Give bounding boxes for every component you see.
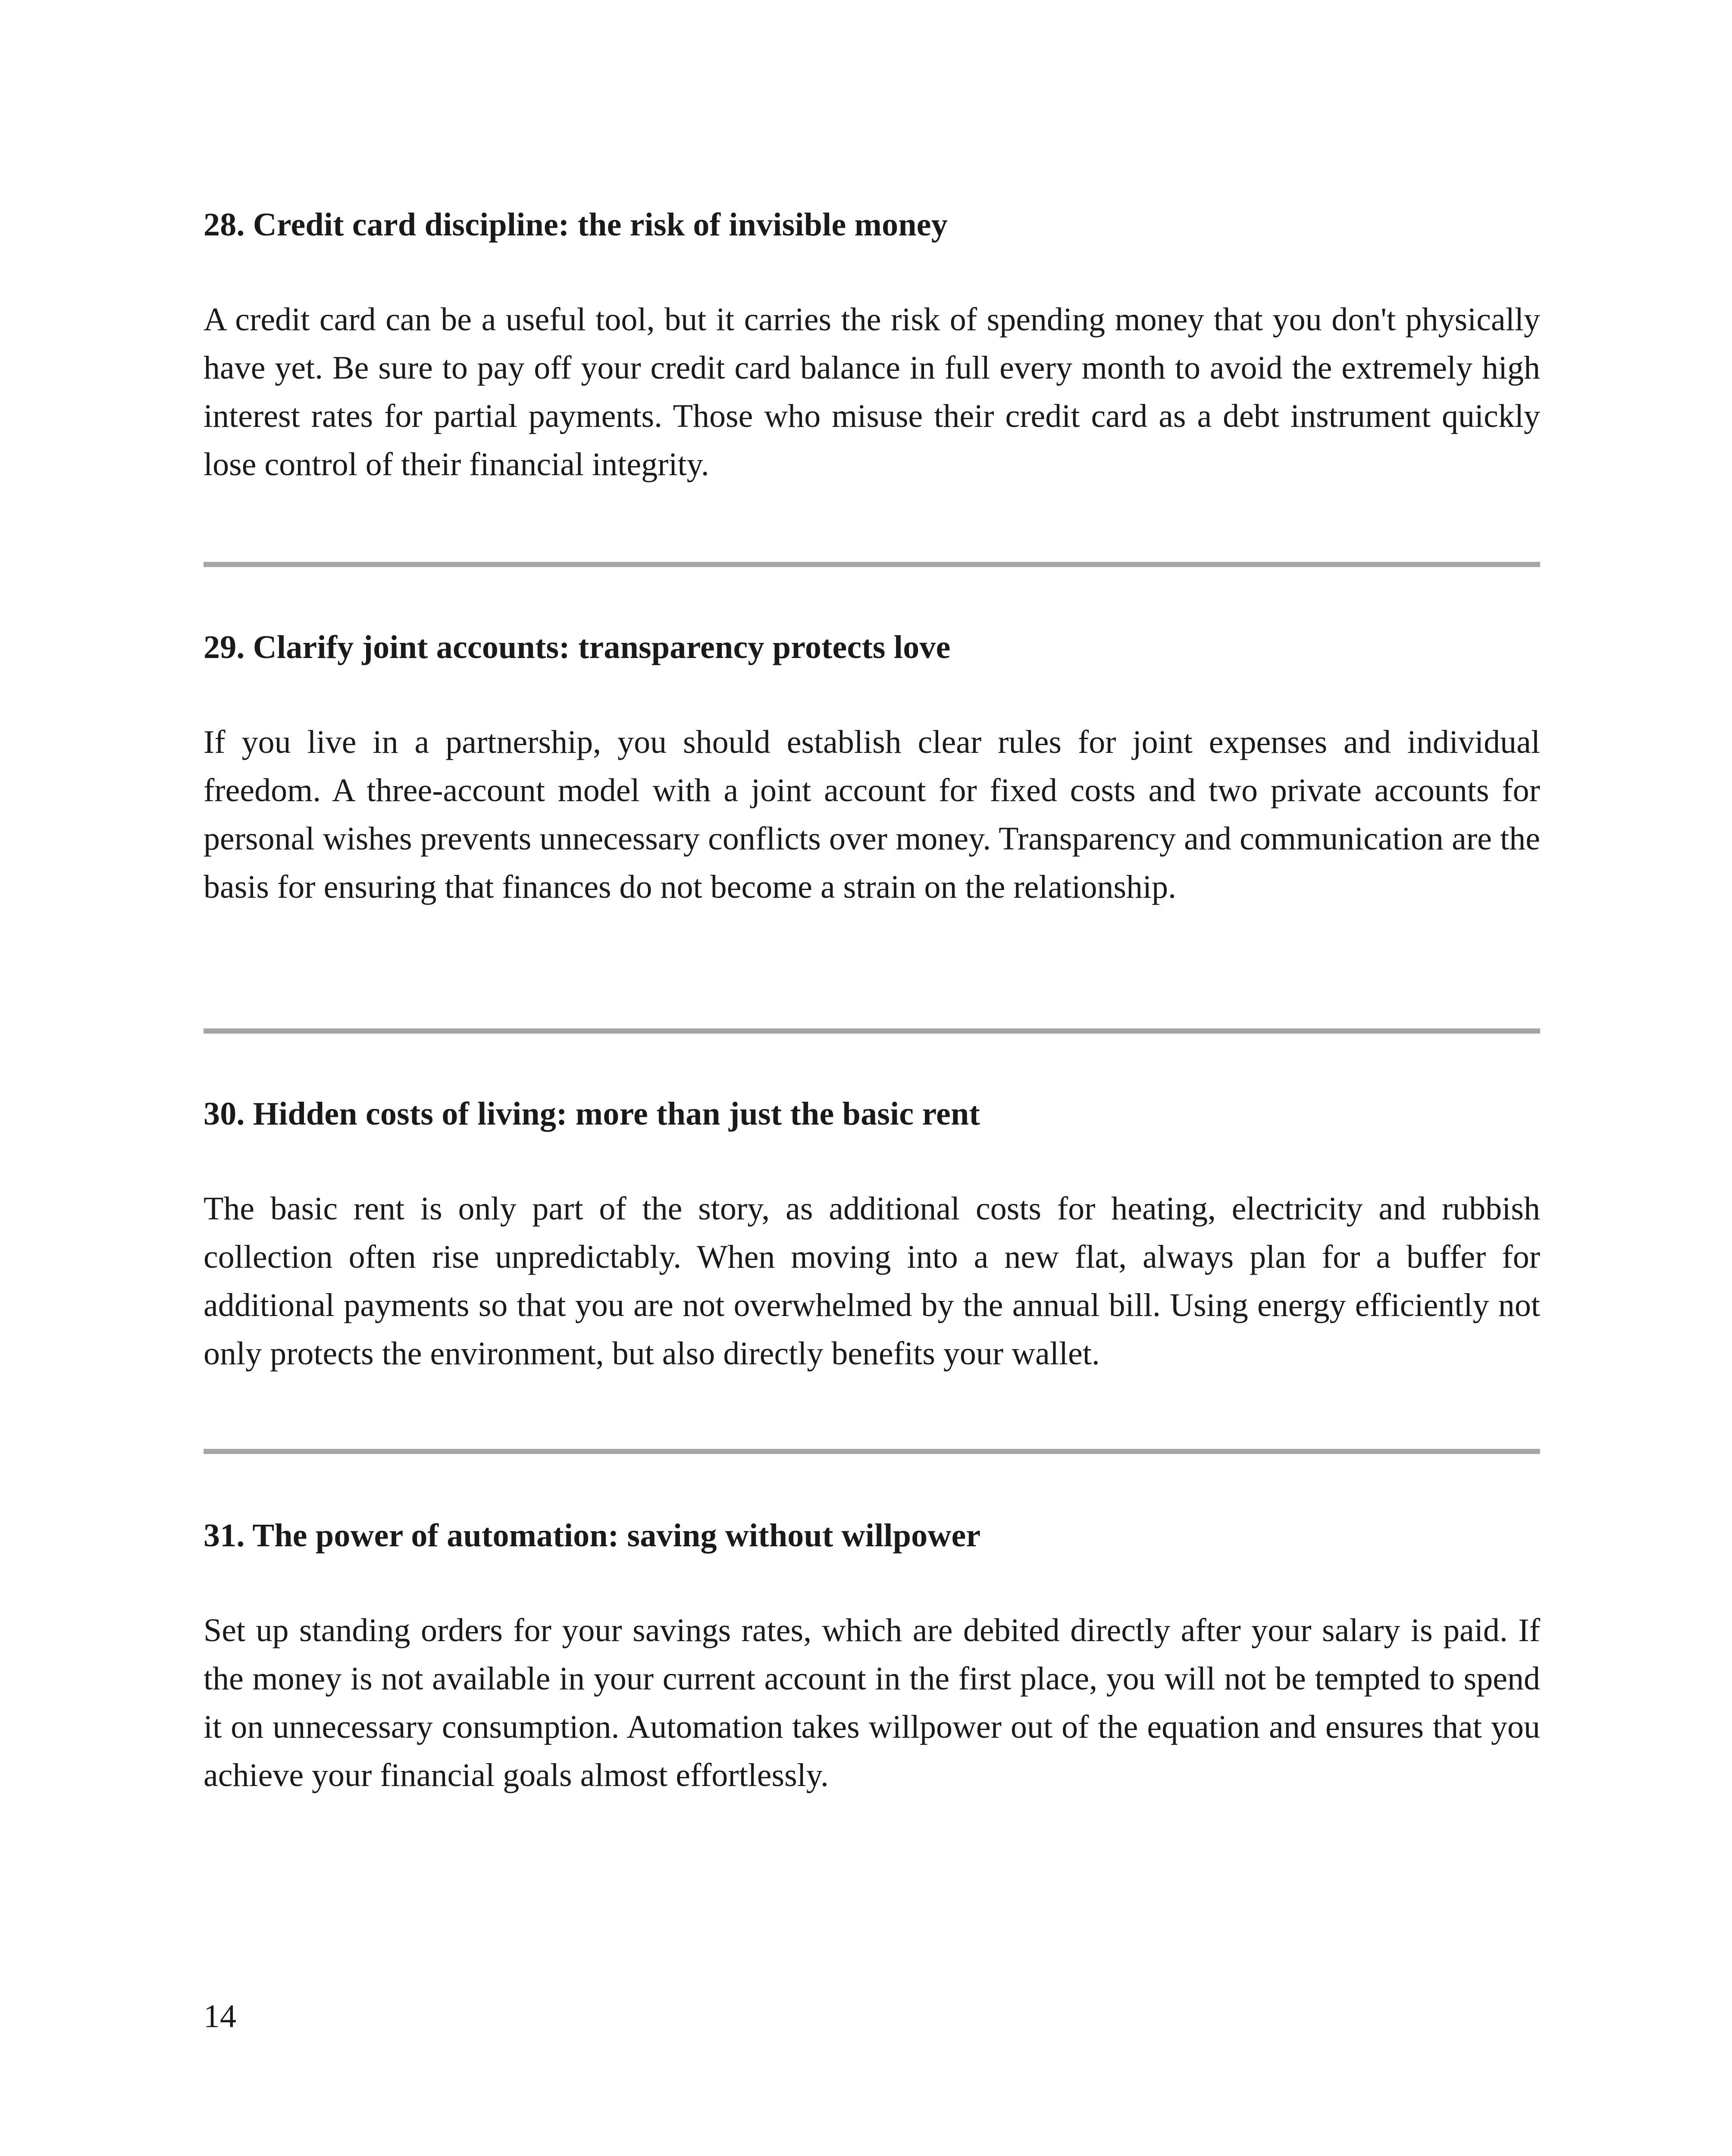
section-body: Set up standing orders for your savings rates, which are debited directly after your salary is paid. If the money is not available in your current account in the first place, you will not be tempted to spend it on unnecessary consumption. Automation takes willpower out of the equation and ensures that you achieve your financial goals almost effortlessly. (204, 1612, 1540, 1793)
section-divider (204, 1028, 1540, 1034)
section-divider (204, 562, 1540, 567)
section-divider (204, 1449, 1540, 1454)
section-body: A credit card can be a useful tool, but it carries the risk of spending money that you don't physically have yet. Be sure to pay off your credit card balance in full every month to avoid the extremely high interest rates for partial payments. Those who misuse their credit card as a debt instrument quickly lose control of their financial integrity. (204, 301, 1540, 483)
page-number: 14 (204, 1998, 236, 2034)
section-28 (204, 205, 1540, 489)
section-heading: 30. Hidden costs of living: more than just the basic rent (204, 1096, 980, 1132)
section-30 (204, 1094, 1540, 1378)
section-heading: 28. Credit card discipline: the risk of invisible money (204, 207, 948, 243)
section-body: The basic rent is only part of the story, as additional costs for heating, electricity and rubbish collection often rise unpredictably. When moving into a new flat, always plan for a buffer for additional payments so that you are not overwhelmed by the annual bill. Using energy efficiently not only protects the environment, but also directly benefits your wallet. (204, 1191, 1540, 1372)
section-heading: 29. Clarify joint accounts: transparency protects love (204, 629, 951, 665)
section-body: If you live in a partnership, you should establish clear rules for joint expenses and individual freedom. A three-account model with a joint account for fixed costs and two private accounts for personal wishes prevents unnecessary conflicts over money. Transparency and communication are the basis for ensuring that finances do not become a strain on the relationship. (204, 724, 1540, 905)
section-heading: 31. The power of automation: saving without willpower (204, 1517, 981, 1554)
section-29 (204, 627, 1540, 911)
section-31 (204, 1516, 1540, 1799)
